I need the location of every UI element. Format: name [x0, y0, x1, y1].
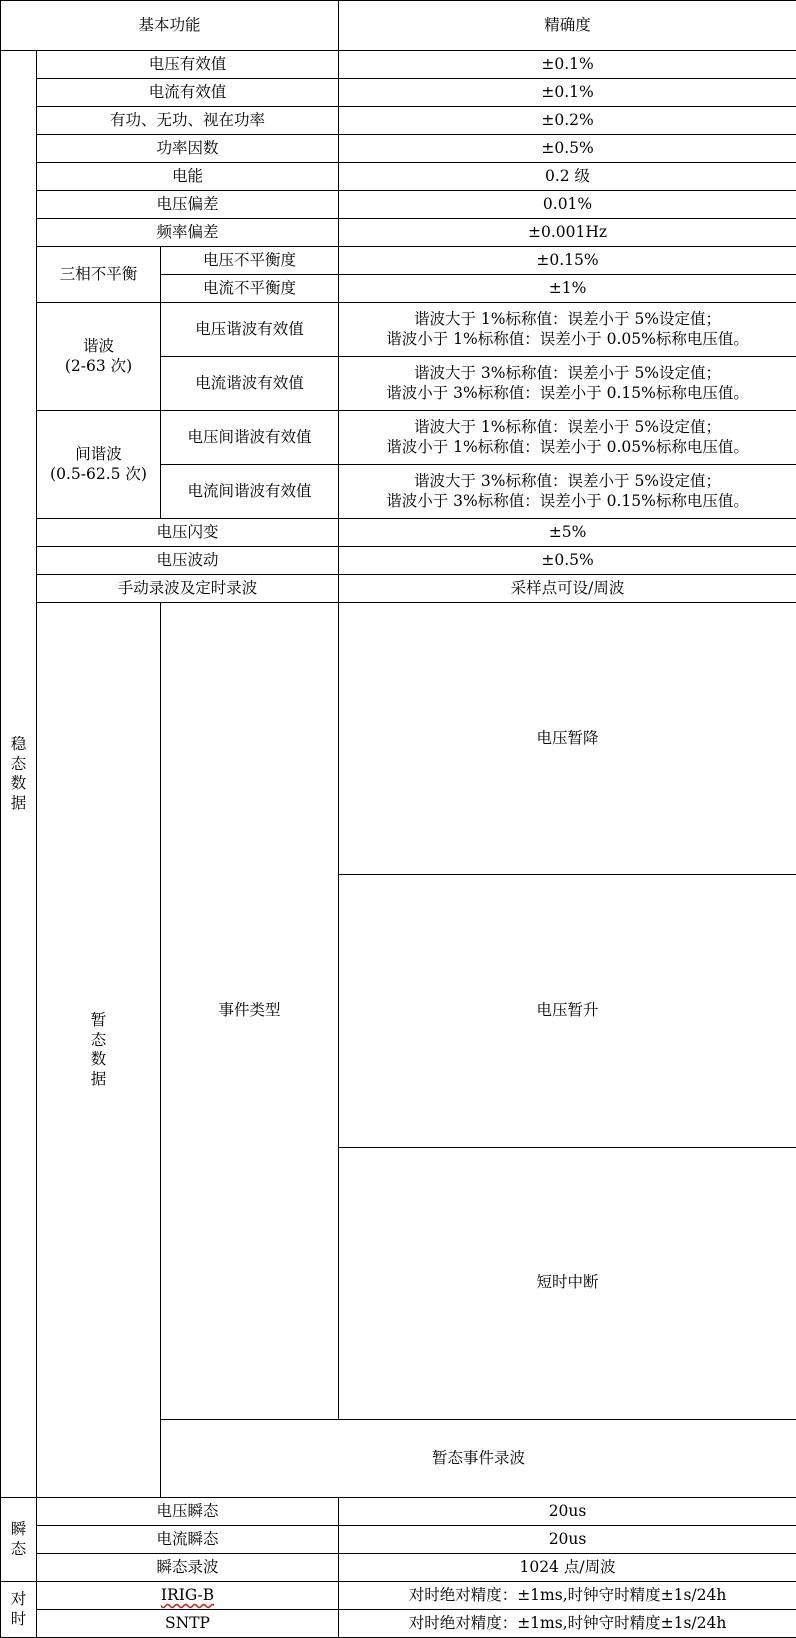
accuracy-value: ±1% [339, 275, 796, 303]
function-name: 电压波动 [37, 547, 339, 575]
accuracy-value: ±0.2% [339, 107, 796, 135]
function-name: 功率因数 [37, 135, 339, 163]
table-row [1, 1498, 796, 1526]
category-unbalance: 三相不平衡 [37, 247, 161, 303]
accuracy-value: 谐波大于 1%标称值：误差小于 5%设定值； 谐波小于 1%标称值：误差小于 0.05%标称电压值。 [339, 303, 796, 357]
table-row [1, 135, 796, 163]
function-name: 电能 [37, 163, 339, 191]
function-name: 电压偏差 [37, 191, 339, 219]
category-interharmonic: 间谐波 (0.5-62.5 次) [37, 411, 161, 519]
accuracy-value: 1024 点/周波 [339, 1554, 796, 1582]
accuracy-value: ±0.5% [339, 135, 796, 163]
function-name: 电流有效值 [37, 79, 339, 107]
function-name: 频率偏差 [37, 219, 339, 247]
accuracy-value: ±0.5% [339, 547, 796, 575]
header-function: 基本功能 [1, 1, 339, 51]
function-name: 有功、无功、视在功率 [37, 107, 339, 135]
accuracy-value: ±0.1% [339, 79, 796, 107]
table-row [1, 191, 796, 219]
function-name: 电压有效值 [37, 51, 339, 79]
accuracy-value: ±0.001Hz [339, 219, 796, 247]
function-name: SNTP [37, 1610, 339, 1638]
accuracy-value: 0.01% [339, 191, 796, 219]
accuracy-value: ±0.15% [339, 247, 796, 275]
table-row [1, 247, 796, 275]
header-accuracy: 精确度 [339, 1, 796, 51]
function-name: 电压间谐波有效值 [161, 411, 339, 465]
accuracy-value: ±0.1% [339, 51, 796, 79]
table-row [1, 1554, 796, 1582]
function-name: 电流谐波有效值 [161, 357, 339, 411]
accuracy-value: 20us [339, 1498, 796, 1526]
accuracy-value: 对时绝对精度：±1ms,时钟守时精度±1s/24h [339, 1610, 796, 1638]
function-name: 电压闪变 [37, 519, 339, 547]
category-event-type: 事件类型 [161, 603, 339, 1420]
table-row [1, 1610, 796, 1638]
group-transient: 暂 态 数 据 [37, 603, 161, 1498]
category-harmonic: 谐波 (2-63 次) [37, 303, 161, 411]
table-row [1, 303, 796, 357]
table-row [1, 547, 796, 575]
accuracy-value: 谐波大于 1%标称值：误差小于 5%设定值； 谐波小于 1%标称值：误差小于 0.05%标称电压值。 [339, 411, 796, 465]
table-row [1, 51, 796, 79]
accuracy-value: 谐波大于 3%标称值：误差小于 5%设定值； 谐波小于 3%标称值：误差小于 0.15%标称电压值。 [339, 465, 796, 519]
function-name: 暂态事件录波 [161, 1419, 796, 1498]
function-name: 电流瞬态 [37, 1526, 339, 1554]
accuracy-value: 采样点可设/周波 [339, 575, 796, 603]
function-name: 瞬态录波 [37, 1554, 339, 1582]
table-row [1, 411, 796, 465]
table-row [1, 575, 796, 603]
function-name [37, 1582, 339, 1610]
function-name: 电压谐波有效值 [161, 303, 339, 357]
table-row [1, 107, 796, 135]
function-name: 电压暂升 [339, 875, 796, 1147]
group-instant: 瞬 态 [1, 1498, 37, 1582]
table-row [1, 163, 796, 191]
accuracy-value: 20us [339, 1526, 796, 1554]
function-name: 短时中断 [339, 1147, 796, 1419]
accuracy-value: 0.2 级 [339, 163, 796, 191]
table-row [1, 79, 796, 107]
group-steady-state: 稳 态 数 据 [1, 51, 37, 1498]
accuracy-value: 谐波大于 3%标称值：误差小于 5%设定值； 谐波小于 3%标称值：误差小于 0.15%标称电压值。 [339, 357, 796, 411]
group-timing: 对 时 [1, 1582, 37, 1638]
irig-b-label: IRIG-B [161, 1586, 214, 1604]
table-row [1, 1582, 796, 1610]
function-name: 电压不平衡度 [161, 247, 339, 275]
function-name: 电流间谐波有效值 [161, 465, 339, 519]
table-row [1, 603, 796, 875]
accuracy-value: 对时绝对精度：±1ms,时钟守时精度±1s/24h [339, 1582, 796, 1610]
accuracy-value: ±5% [339, 519, 796, 547]
table-row [1, 519, 796, 547]
function-name: 电压瞬态 [37, 1498, 339, 1526]
table-row [1, 219, 796, 247]
function-name: 手动录波及定时录波 [37, 575, 339, 603]
table-row [1, 1526, 796, 1554]
header-row [1, 1, 796, 51]
function-name: 电流不平衡度 [161, 275, 339, 303]
function-name: 电压暂降 [339, 603, 796, 875]
